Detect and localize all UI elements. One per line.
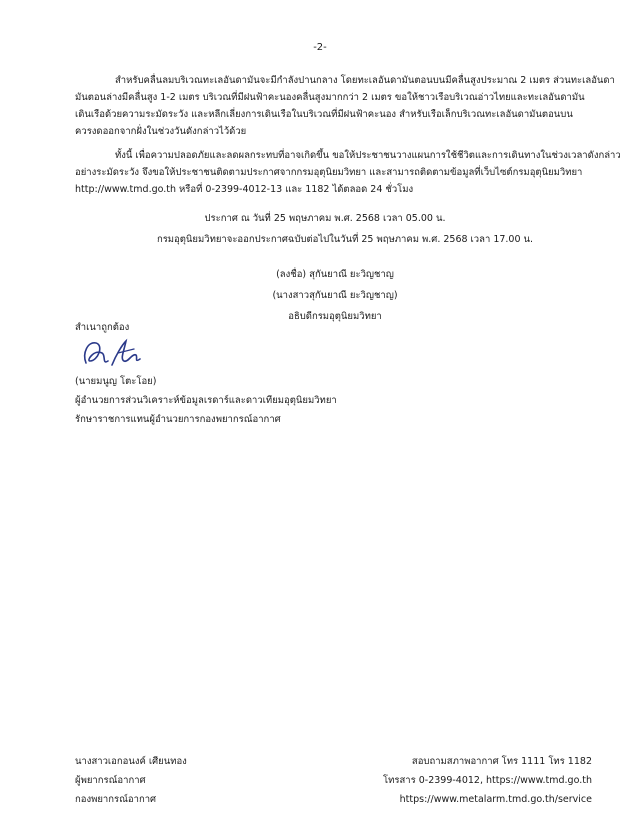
certified-block — [75, 372, 337, 429]
certified-name: (นายมนูญ โตะโอย) — [75, 376, 157, 387]
footer-author-name: นางสาวเอกอนงค์ เศียนทอง — [75, 756, 187, 767]
paragraph-sea-conditions — [75, 72, 615, 140]
certified-position1: ผู้อำนวยการส่วนวิเคราะห์ข้อมูลเรดาร์และดาวเทียมอุตุนิยมวิทยา — [75, 395, 337, 406]
announcement-issued: ประกาศ ณ วันที่ 25 พฤษภาคม พ.ศ. 2568 เวลา 05.00 น. — [204, 213, 446, 224]
footer-author-role: ผู้พยากรณ์อากาศ — [75, 775, 146, 786]
paragraph-safety-advice — [75, 147, 621, 198]
announcement-block — [0, 208, 640, 250]
signature-icon — [80, 335, 150, 371]
paragraph1-line: เดินเรือด้วยความระมัดระวัง และหลีกเลี่ยงการเดินเรือในบริเวณที่มีฝนฟ้าคะนอง สำหรับเรือเล็กบริเวณทะเลอันดามันตอนบน — [75, 109, 573, 120]
page-number: -2- — [313, 42, 327, 53]
footer-contact-fax: โทรสาร 0-2399-4012, https://www.tmd.go.th — [383, 775, 592, 786]
signatory-title: อธิบดีกรมอุตุนิยมวิทยา — [288, 311, 382, 322]
footer-right — [383, 752, 592, 809]
paragraph1-line: สำหรับคลื่นลมบริเวณทะเลอันดามันจะมีกำลังปานกลาง โดยทะเลอันดามันตอนบนมีคลื่นสูงประมาณ 2 เมตร ส่วนทะเลอันดา — [115, 75, 615, 86]
footer-author-division: กองพยากรณ์อากาศ — [75, 794, 157, 805]
paragraph2-line: http://www.tmd.go.th หรือที่ 0-2399-4012-13 และ 1182 ได้ตลอด 24 ชั่วโมง — [75, 184, 414, 195]
footer-contact-link[interactable]: https://www.metalarm.tmd.go.th/service — [399, 794, 592, 805]
signatory-name: (นางสาวสุกันยาณี ยะวิญชาญ) — [272, 290, 398, 301]
paragraph2-line: ทั้งนี้ เพื่อความปลอดภัยและลดผลกระทบที่อาจเกิดขึ้น ขอให้ประชาชนวางแผนการใช้ชีวิตและการเดินทางในช่วงเวลาดังกล่าว — [115, 150, 621, 161]
paragraph2-line: อย่างระมัดระวัง จึงขอให้ประชาชนติดตามประกาศจากกรมอุตุนิยมวิทยา และสามารถติดตามข้อมูลที่เว็บไซต์กรมอุตุนิยมวิทยา — [75, 167, 583, 178]
footer-contact-phone: สอบถามสภาพอากาศ โทร 1111 โทร 1182 — [411, 756, 592, 767]
footer-left — [75, 752, 187, 809]
paragraph1-line: มันตอนล่างมีคลื่นสูง 1-2 เมตร บริเวณที่มีฝนฟ้าคะนองคลื่นสูงมากกว่า 2 เมตร ขอให้ชาวเรือบริเวณอ่าวไทยและทะเลอันดามัน — [75, 92, 585, 103]
announcement-next: กรมอุตุนิยมวิทยาจะออกประกาศฉบับต่อไปในวันที่ 25 พฤษภาคม พ.ศ. 2568 เวลา 17.00 น. — [156, 234, 534, 245]
paragraph1-line: ควรงดออกจากฝั่งในช่วงวันดังกล่าวไว้ด้วย — [75, 126, 247, 137]
signatory-signed: (ลงชื่อ) สุกันยาณี ยะวิญชาญ — [276, 269, 394, 280]
certified-label: สำเนาถูกต้อง — [75, 322, 130, 333]
certified-position2: รักษาราชการแทนผู้อำนวยการกองพยากรณ์อากาศ — [75, 414, 281, 425]
